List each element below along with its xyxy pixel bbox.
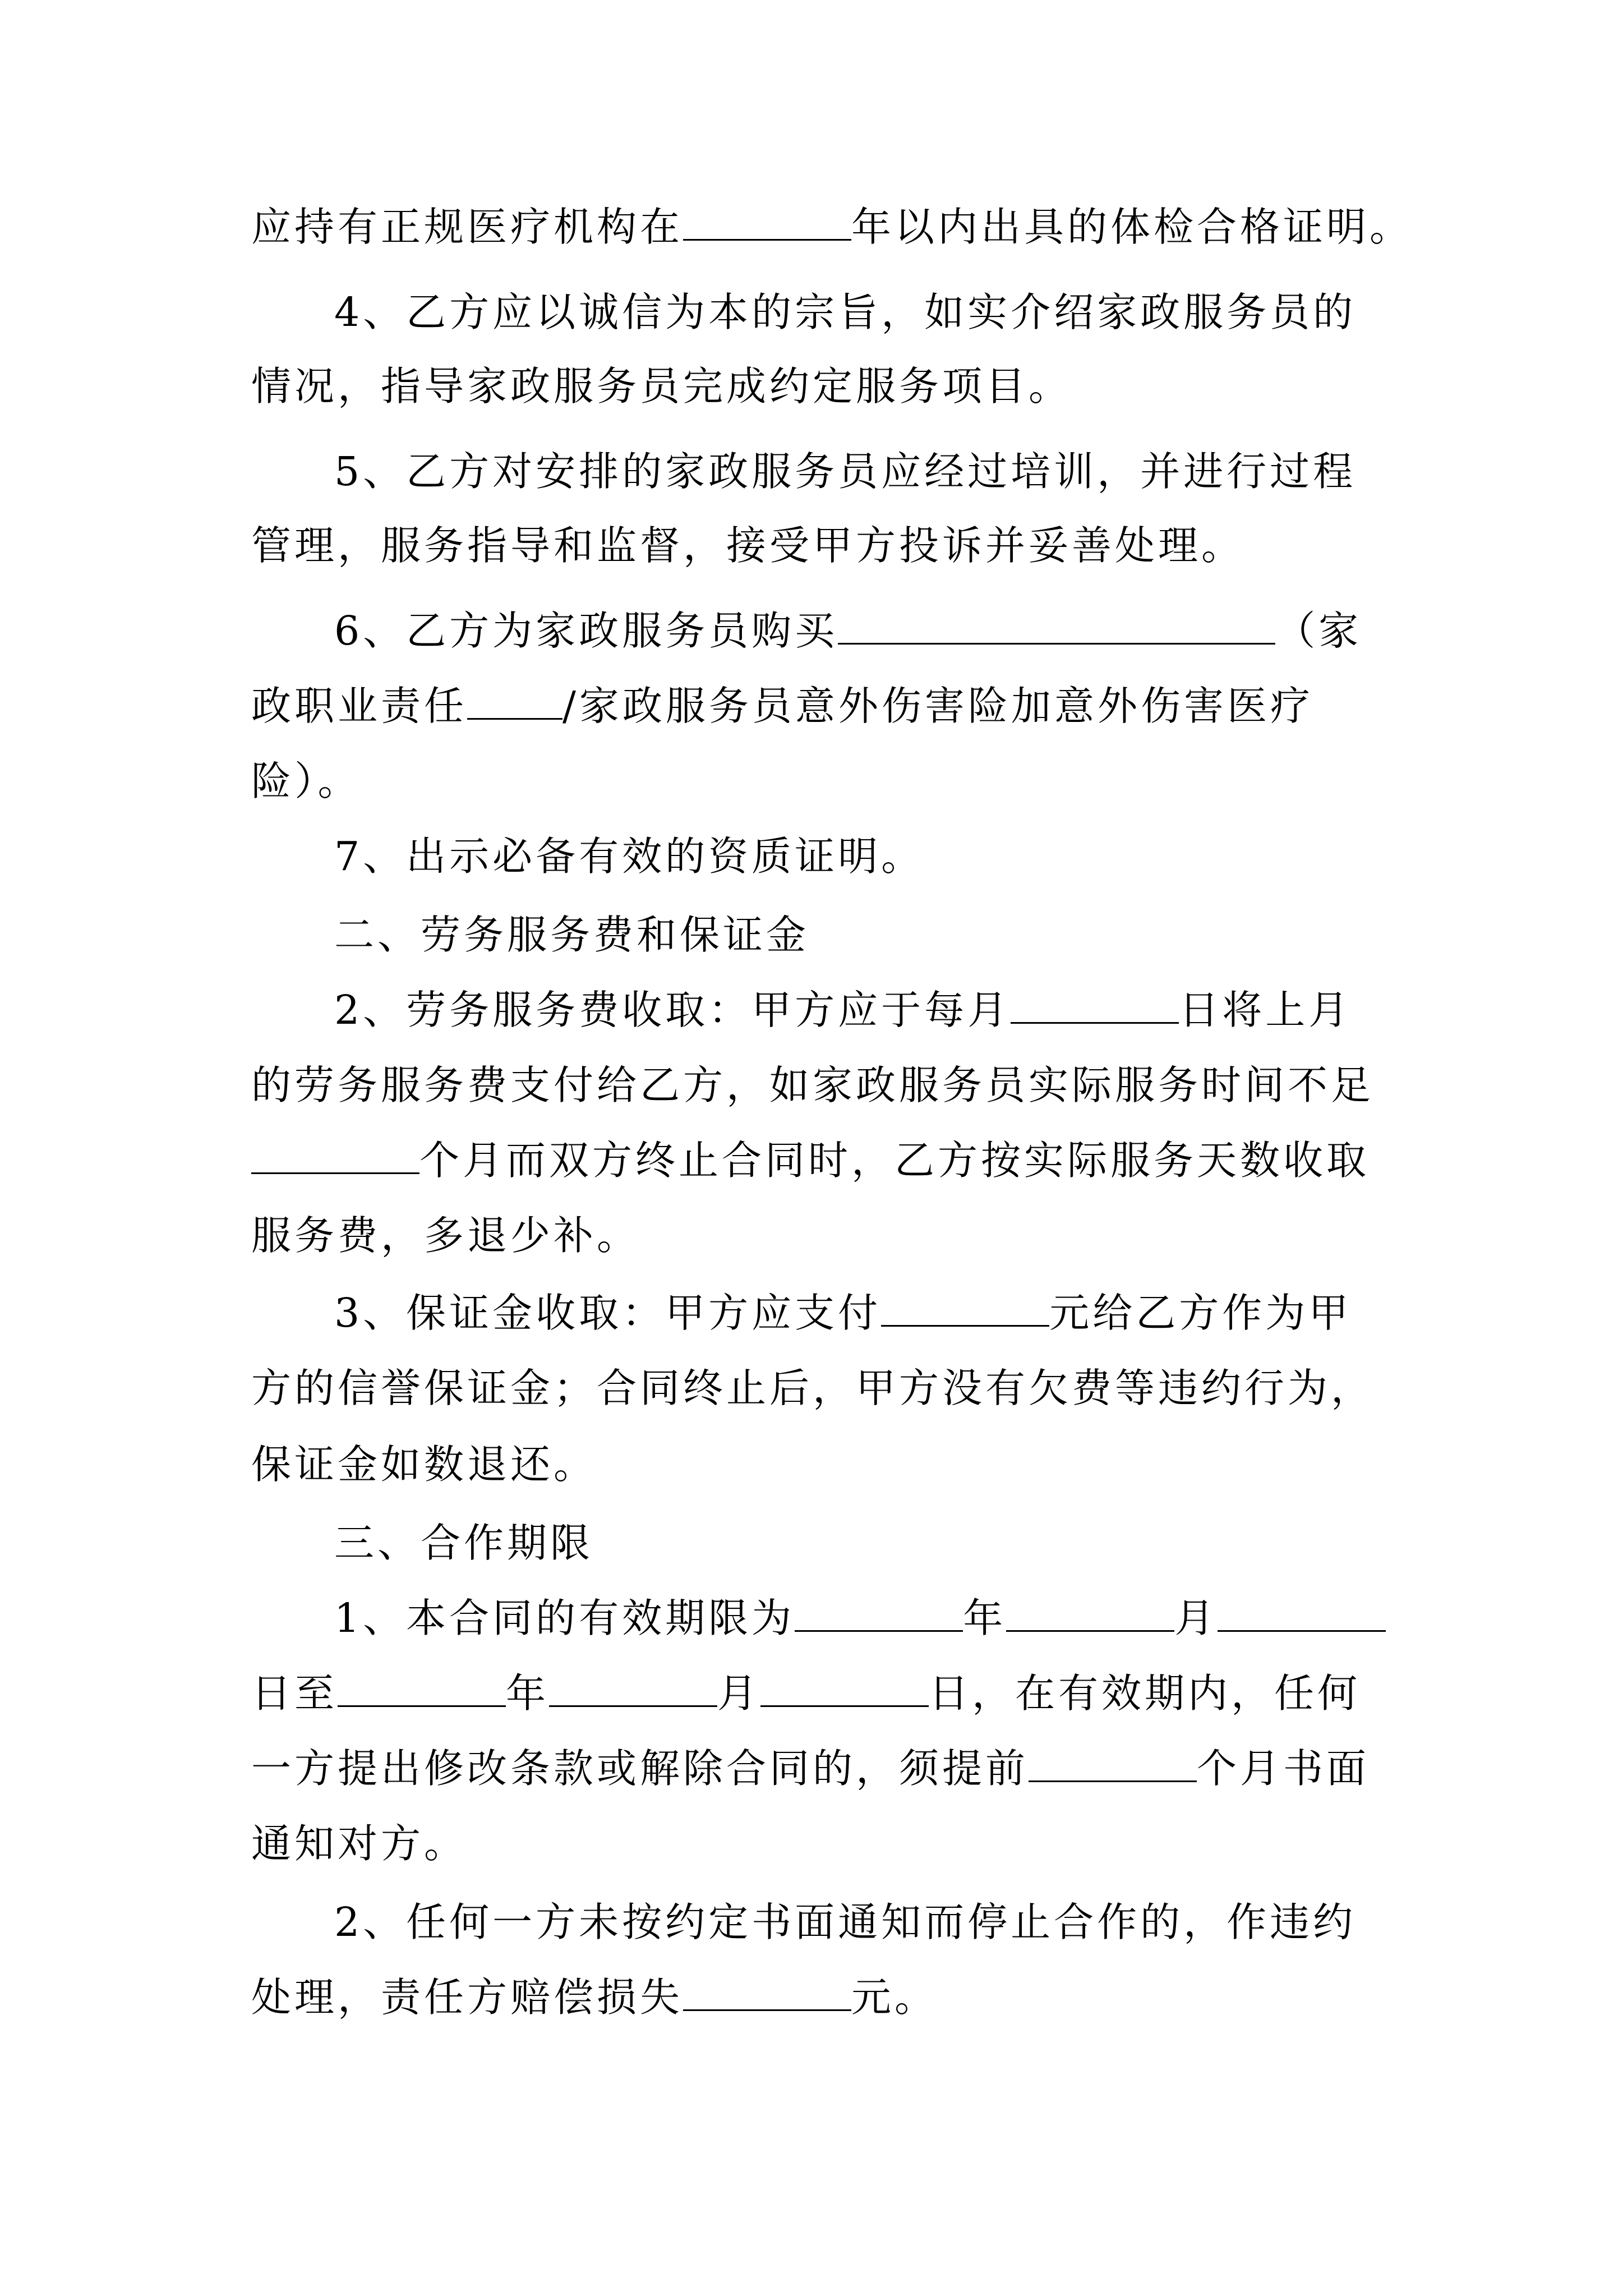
text-segment: 日将上月	[1179, 987, 1352, 1033]
text-segment: 险）。	[251, 758, 361, 804]
text-line	[251, 1358, 1623, 1419]
text-line	[334, 282, 1623, 343]
text-line	[251, 1813, 1623, 1875]
fill-in-blank	[881, 1290, 1049, 1327]
text-segment: 年	[963, 1595, 1007, 1641]
text-segment: 年	[506, 1670, 550, 1717]
text-line	[334, 441, 1623, 503]
fill-in-blank	[1029, 1746, 1197, 1782]
text-line	[251, 515, 1623, 577]
text-segment: 个月书面	[1197, 1745, 1370, 1792]
text-line	[334, 1892, 1623, 1953]
text-segment: 元给乙方作为甲	[1049, 1290, 1352, 1336]
fill-in-blank	[760, 1671, 929, 1707]
text-line	[251, 1663, 1623, 1724]
text-segment: 的劳务服务费支付给乙方，如家政服务员实际服务时间不足	[251, 1062, 1375, 1108]
text-segment: 日，在有效期内，任何	[929, 1670, 1361, 1717]
text-segment: 5、乙方对安排的家政服务员应经过培训，并进行过程	[334, 448, 1357, 495]
text-segment: 3、保证金收取：甲方应支付	[334, 1290, 882, 1336]
text-line	[251, 356, 1623, 417]
text-segment: /家政服务员意外伤害险加意外伤害医疗	[562, 683, 1313, 729]
text-segment: 2、任何一方未按约定书面通知而停止合作的，作违约	[334, 1899, 1357, 1945]
text-segment: 4、乙方应以诚信为本的宗旨，如实介绍家政服务员的	[334, 289, 1357, 335]
text-segment: 通知对方。	[251, 1820, 468, 1867]
text-segment: 个月而双方终止合同时，乙方按实际服务天数收取	[419, 1137, 1370, 1184]
fill-in-blank	[549, 1671, 717, 1707]
text-segment: 1、本合同的有效期限为	[334, 1595, 795, 1641]
text-line	[251, 1205, 1623, 1267]
text-segment: 保证金如数退还。	[251, 1441, 597, 1488]
text-segment: 处理，责任方赔偿损失	[251, 1974, 684, 2021]
text-segment: 月	[717, 1670, 761, 1717]
text-segment: 政职业责任	[251, 683, 468, 729]
fill-in-blank	[683, 1975, 851, 2011]
text-segment: 应持有正规医疗机构在	[251, 204, 684, 250]
fill-in-blank	[683, 204, 851, 241]
text-segment: 元。	[851, 1974, 938, 2021]
text-line	[251, 675, 1623, 737]
fill-in-blank	[838, 608, 1275, 645]
text-line	[251, 1130, 1623, 1191]
text-segment: 一方提出修改条款或解除合同的，须提前	[251, 1745, 1029, 1792]
text-line	[334, 1588, 1623, 1649]
text-segment: （家	[1275, 608, 1362, 654]
text-line	[251, 1967, 1623, 2028]
text-segment: 2、劳务服务费收取：甲方应于每月	[334, 987, 1011, 1033]
text-segment: 情况，指导家政服务员完成约定服务项目。	[251, 363, 1072, 409]
fill-in-blank	[338, 1671, 506, 1707]
fill-in-blank	[1218, 1595, 1386, 1632]
fill-in-blank	[467, 683, 562, 720]
text-line	[251, 751, 1623, 812]
text-line	[334, 826, 1623, 887]
text-line	[251, 1055, 1623, 1116]
section-heading	[334, 1512, 1623, 1574]
fill-in-blank	[1006, 1595, 1174, 1632]
section-heading	[334, 904, 1623, 966]
text-segment: 二、劳务服务费和保证金	[334, 912, 810, 958]
text-segment: 6、乙方为家政服务员购买	[334, 608, 838, 654]
text-segment: 管理，服务指导和监督，接受甲方投诉并妥善处理。	[251, 522, 1245, 569]
fill-in-blank	[795, 1595, 963, 1632]
text-segment: 月	[1174, 1595, 1218, 1641]
text-segment: 7、出示必备有效的资质证明。	[334, 833, 925, 880]
text-line	[334, 979, 1623, 1041]
text-line	[251, 1434, 1623, 1496]
text-segment: 服务费，多退少补。	[251, 1212, 640, 1259]
text-line	[251, 196, 1623, 258]
fill-in-blank	[1011, 987, 1179, 1024]
text-line	[251, 1738, 1623, 1800]
fill-in-blank	[251, 1138, 419, 1174]
text-segment: 日至	[251, 1670, 338, 1717]
text-segment: 方的信誉保证金；合同终止后，甲方没有欠费等违约行为，	[251, 1365, 1375, 1411]
text-segment: 三、合作期限	[334, 1520, 594, 1566]
text-line	[334, 600, 1623, 662]
text-line	[334, 1282, 1623, 1344]
text-segment: 年以内出具的体检合格证明。	[851, 204, 1413, 250]
